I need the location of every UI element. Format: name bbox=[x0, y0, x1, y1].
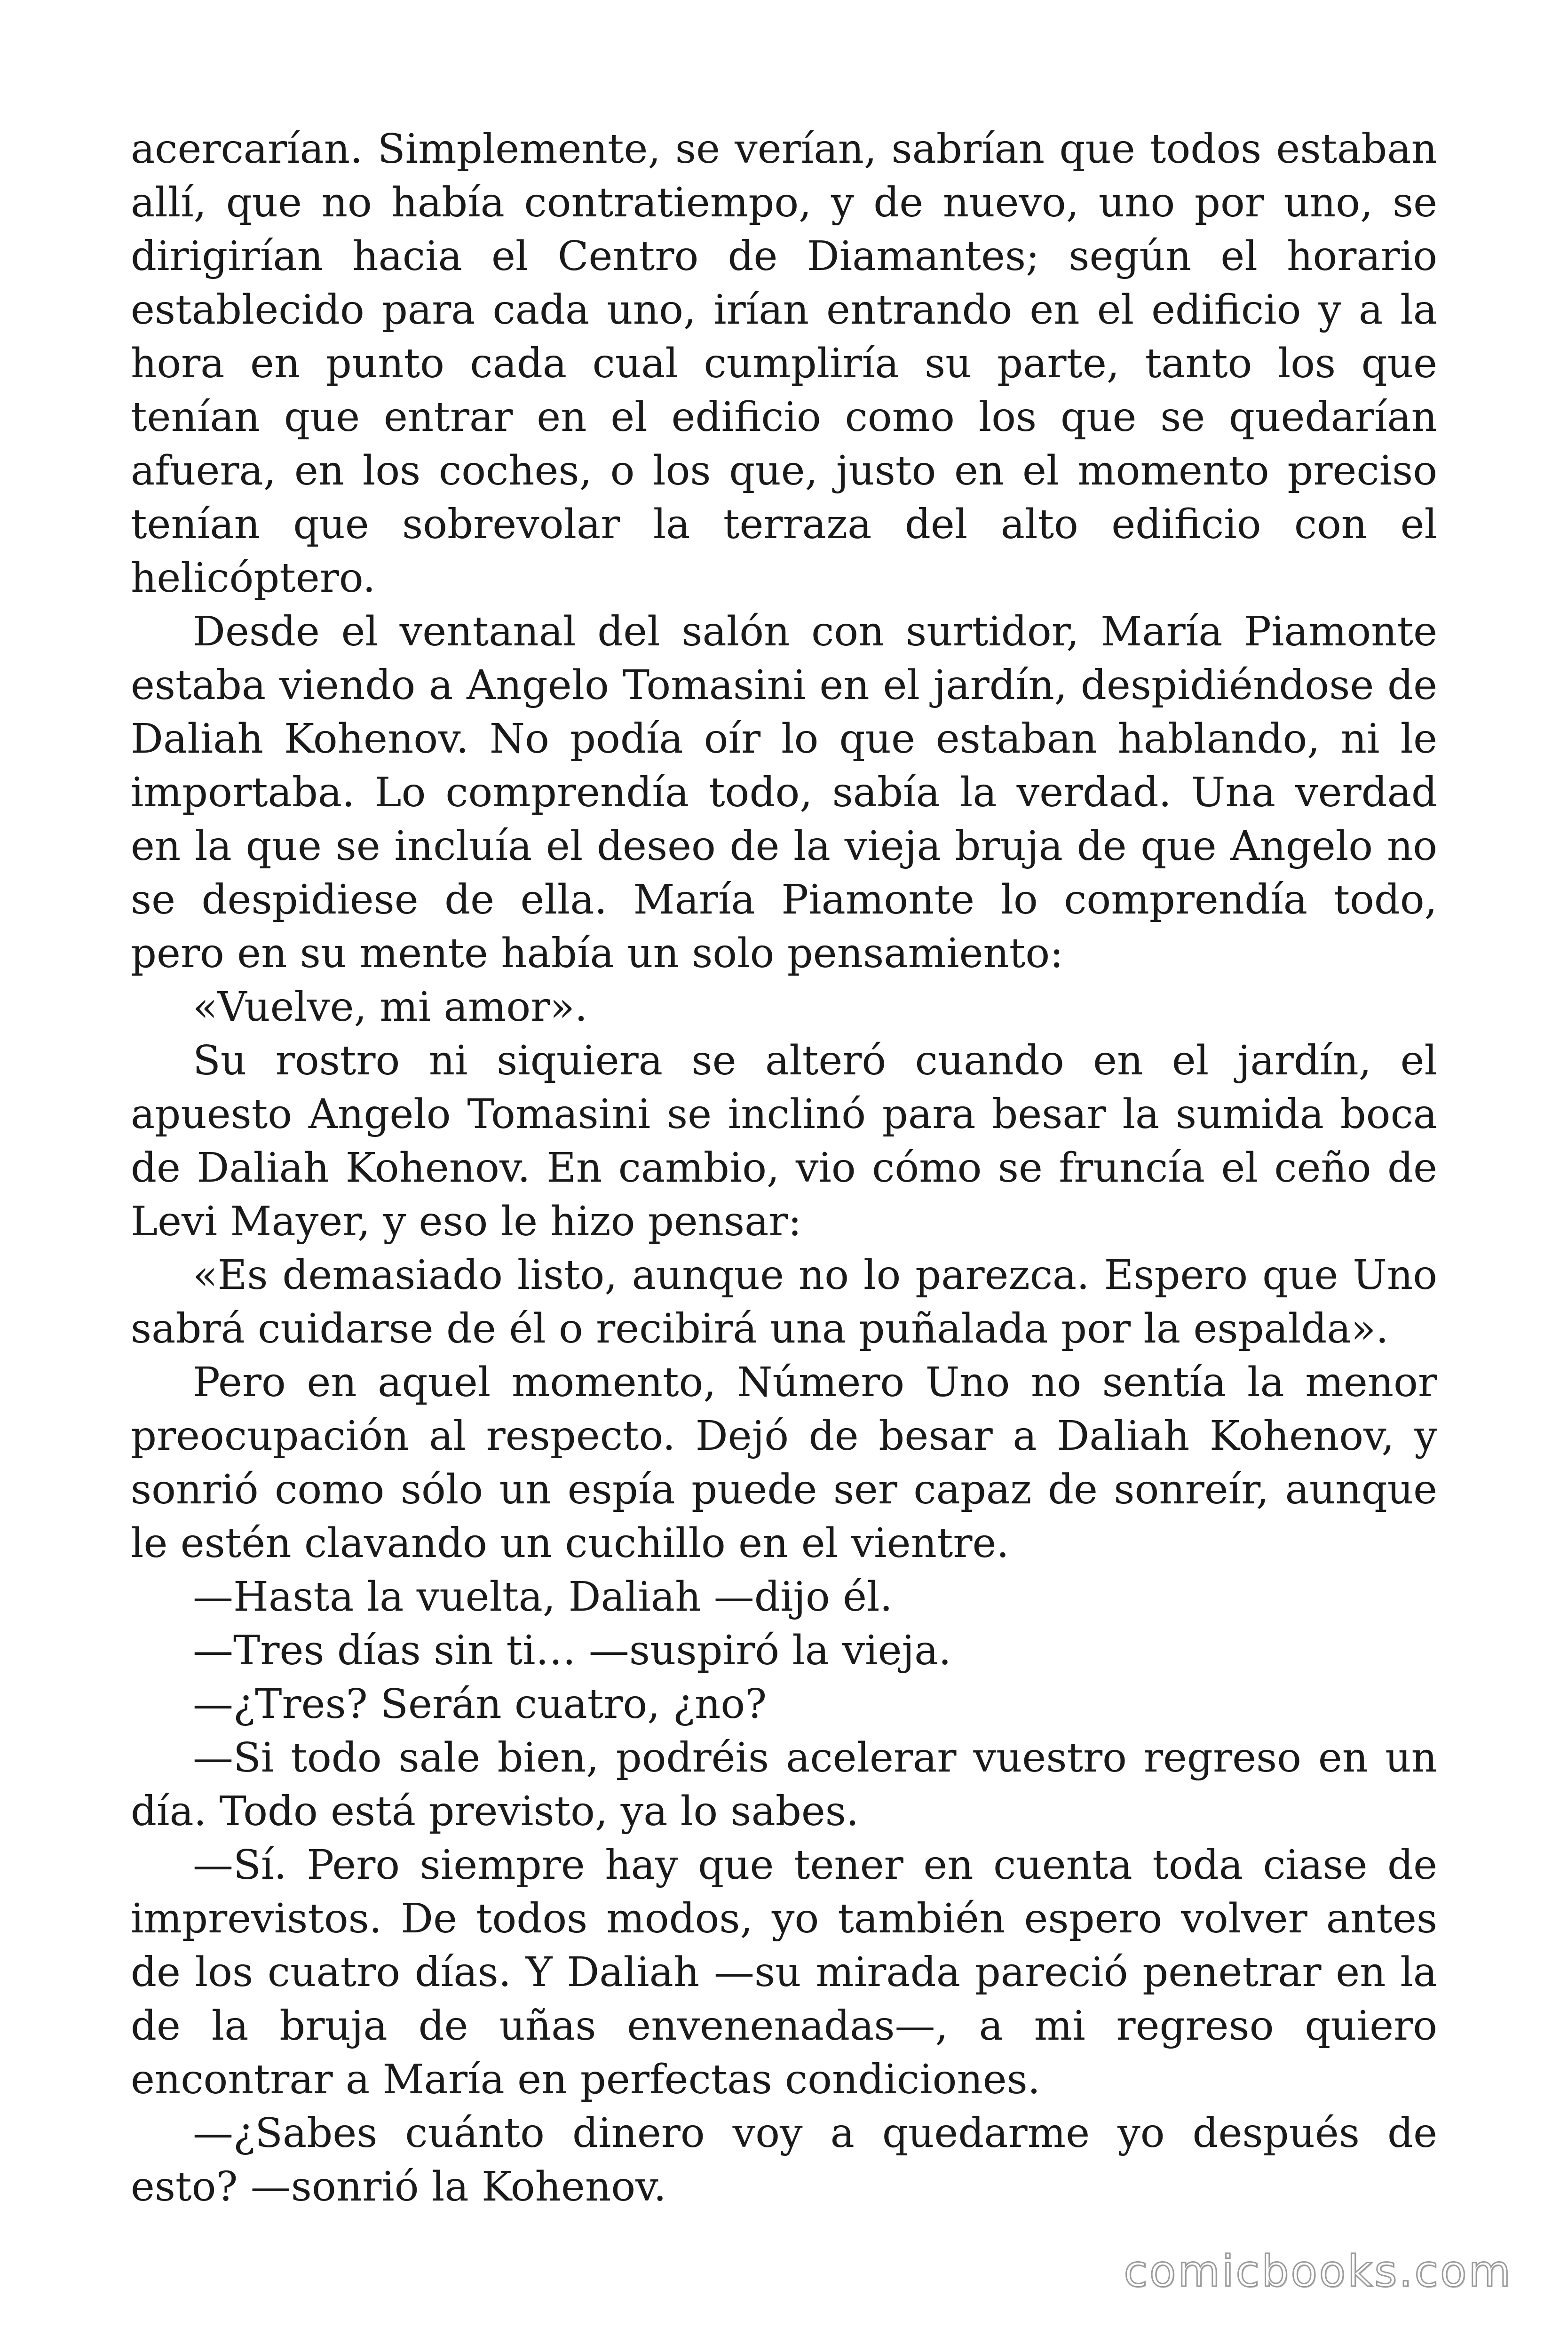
page-text bbox=[131, 122, 1437, 2214]
paragraph-9: —¿Tres? Serán cuatro, ¿no? bbox=[193, 1681, 767, 1728]
paragraph-12: —¿Sabes cuánto dinero voy a quedarme yo después de esto? —sonrió la Kohenov. bbox=[131, 2110, 1437, 2210]
paragraph-10: —Si todo sale bien, podréis acelerar vuestro regreso en un día. Todo está previsto, ya lo sabes. bbox=[131, 1734, 1437, 1835]
paragraph-7: —Hasta la vuelta, Daliah —dijo él. bbox=[193, 1573, 893, 1621]
watermark-logo: comicbooks.com bbox=[1124, 2246, 1513, 2296]
paragraph-11: —Sí. Pero siempre hay que tener en cuenta toda ciase de imprevistos. De todos modos, yo también espero volver antes de los cuatro días. Y Daliah —su mirada pareció penetrar en la de la bruja de uñas envenenadas—, a mi regreso quiero encontrar a María en perfectas condiciones. bbox=[131, 1842, 1437, 2103]
paragraph-1: acercarían. Simplemente, se verían, sabrían que todos estaban allí, que no había contratiempo, y de nuevo, uno por uno, se dirigirían hacia el Centro de Diamantes; según el horario establecido para cada uno, irían entrando en el edificio y a la hora en punto cada cual cumpliría su parte, tanto los que tenían que entrar en el edificio como los que se quedarían afuera, en los coches, o los que, justo en el momento preciso tenían que sobrevolar la terraza del alto edificio con el helicóptero. bbox=[131, 126, 1437, 602]
paragraph-8: —Tres días sin ti… —suspiró la vieja. bbox=[193, 1627, 951, 1674]
paragraph-5: «Es demasiado listo, aunque no lo parezca. Espero que Uno sabrá cuidarse de él o recibirá una puñalada por la espalda». bbox=[131, 1252, 1437, 1352]
paragraph-4: Su rostro ni siquiera se alteró cuando en el jardín, el apuesto Angelo Tomasini se inclinó para besar la sumida boca de Daliah Kohenov. En cambio, vio cómo se fruncía el ceño de Levi Mayer, y eso le hizo pensar: bbox=[131, 1037, 1437, 1245]
paragraph-2: Desde el ventanal del salón con surtidor, María Piamonte estaba viendo a Angelo Tomasini en el jardín, despidiéndose de Daliah Kohenov. No podía oír lo que estaban hablando, ni le importaba. Lo comprendía todo, sabía la verdad. Una verdad en la que se incluía el deseo de la vieja bruja de que Angelo no se despidiese de ella. María Piamonte lo comprendía todo, pero en su mente había un solo pensamiento: bbox=[131, 608, 1437, 977]
paragraph-6: Pero en aquel momento, Número Uno no sentía la menor preocupación al respecto. Dejó de besar a Daliah Kohenov, y sonrió como sólo un espía puede ser capaz de sonreír, aunque le estén clavando un cuchillo en el vientre. bbox=[131, 1359, 1437, 1567]
paragraph-3: «Vuelve, mi amor». bbox=[193, 984, 588, 1031]
